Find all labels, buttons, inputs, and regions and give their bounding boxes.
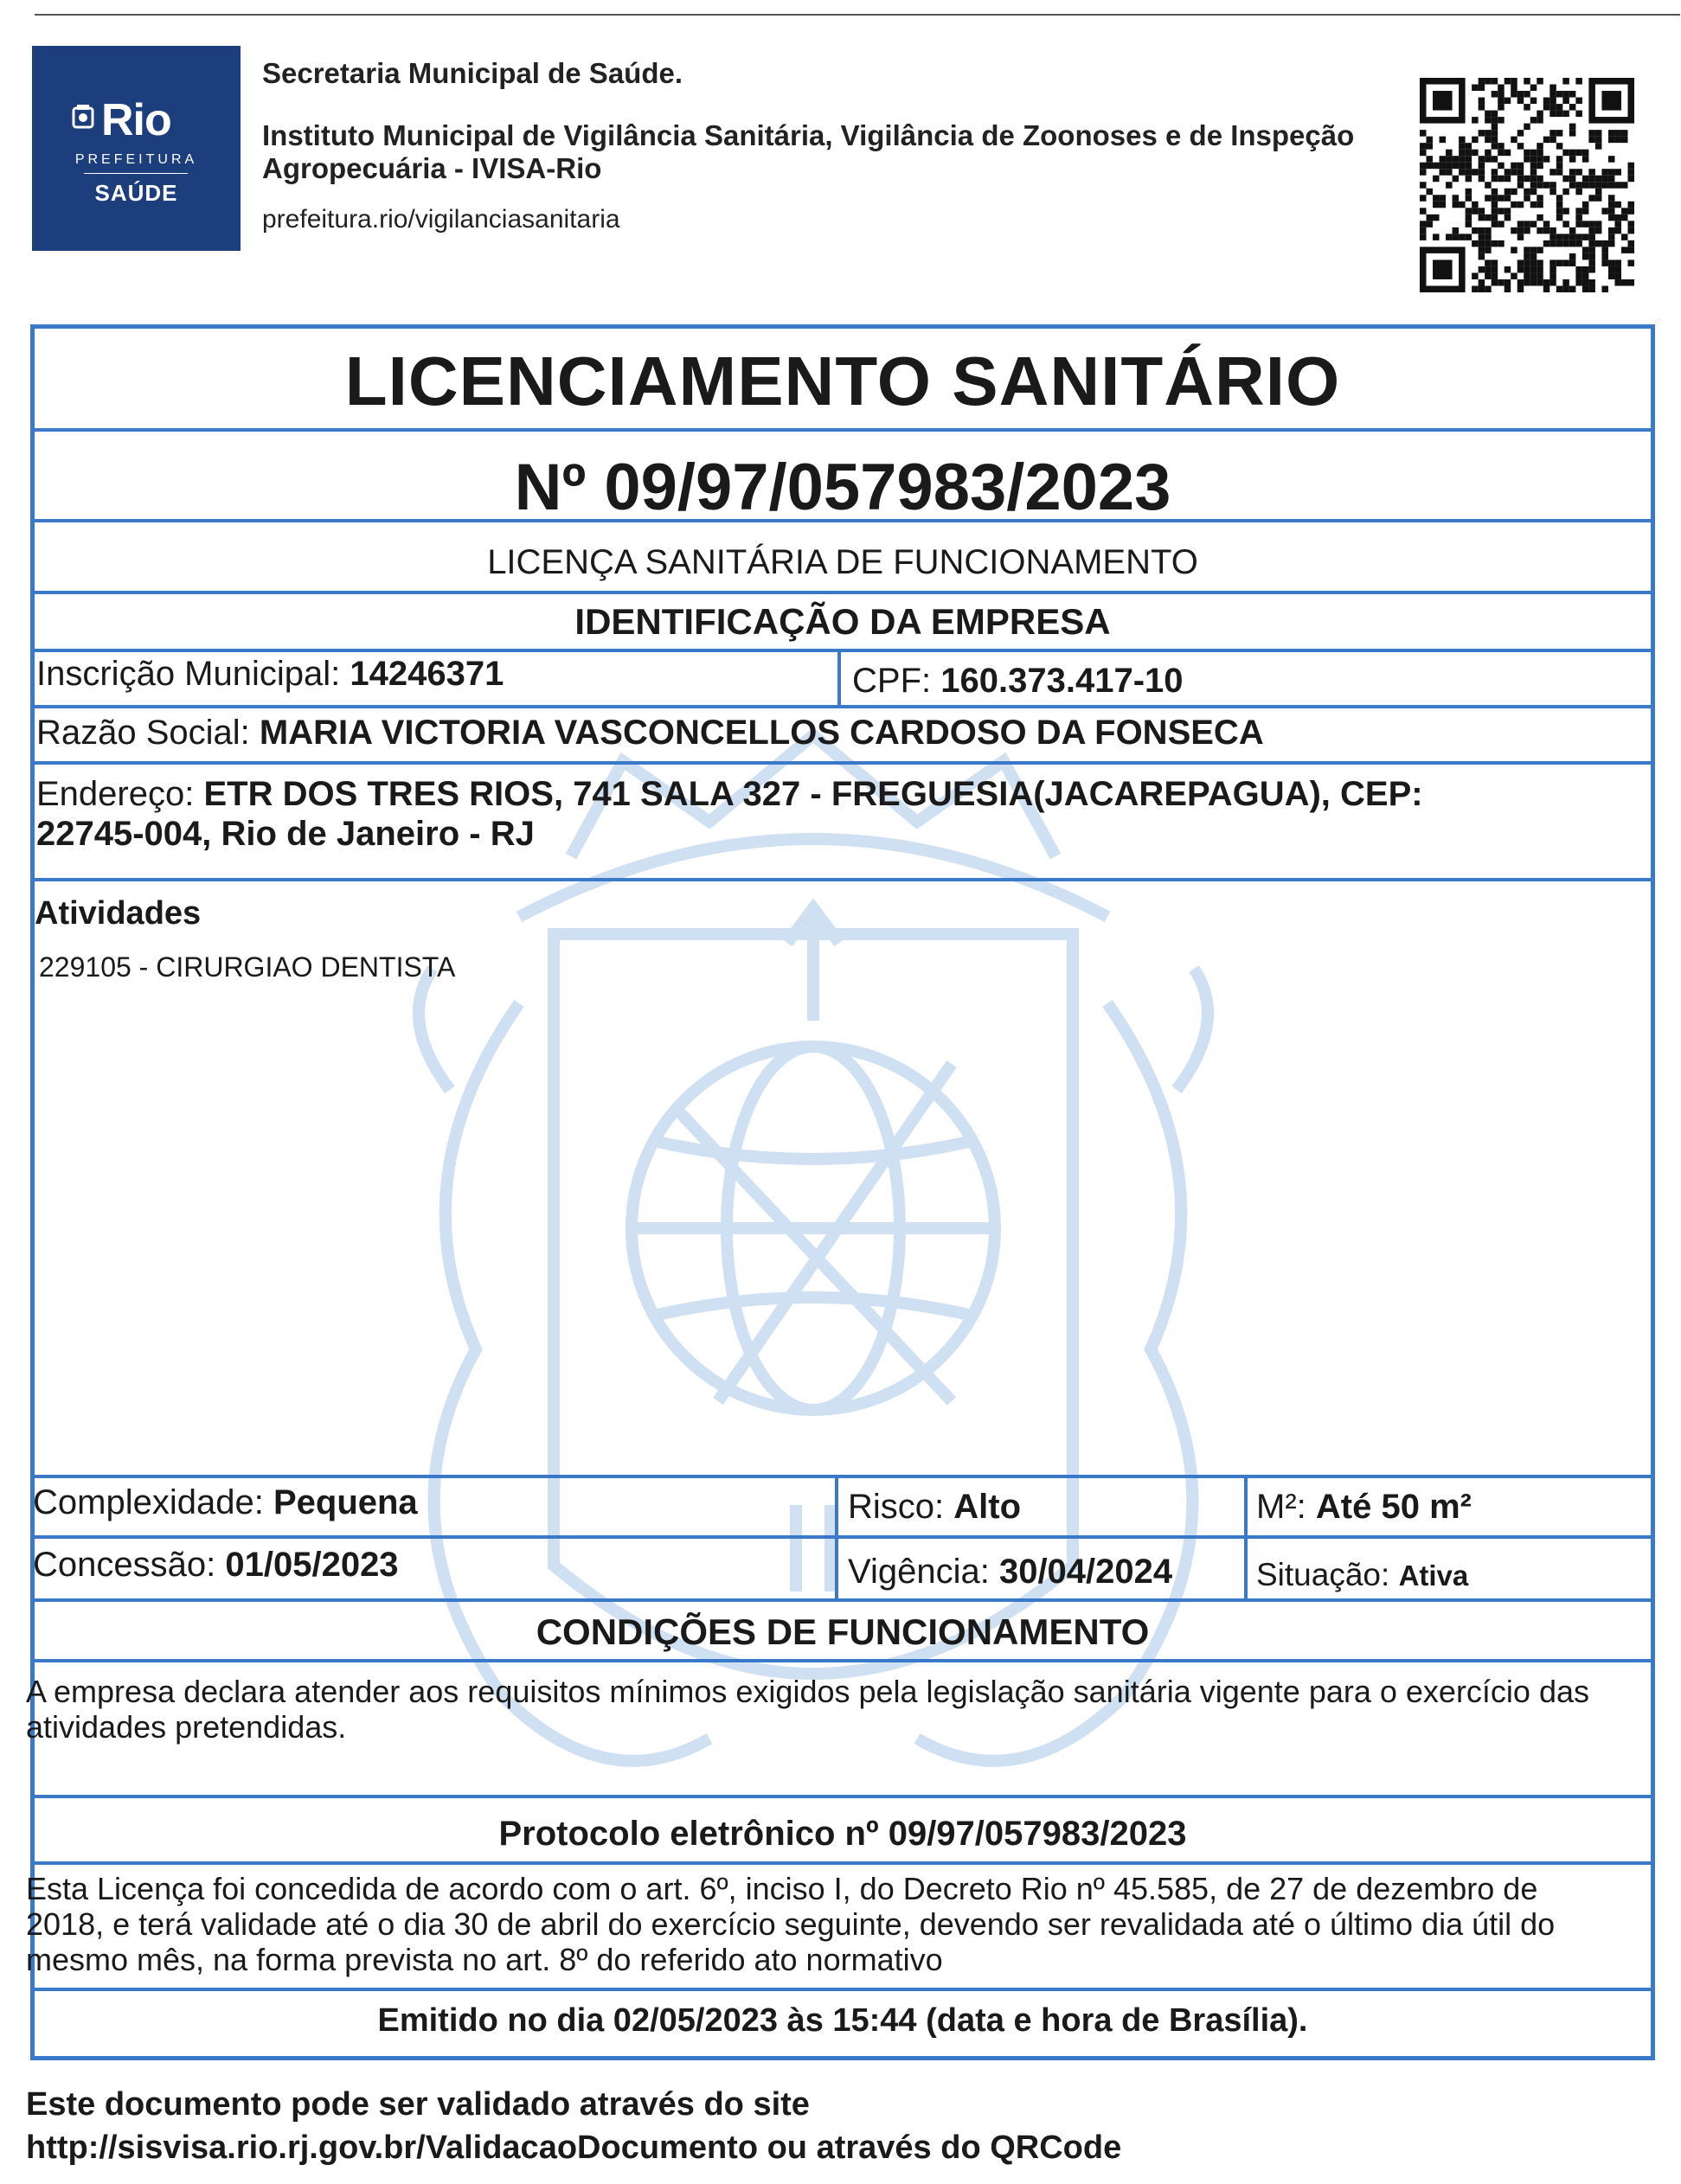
rule-after-conditions-heading: [30, 1659, 1655, 1662]
endereco-value-line1: ETR DOS TRES RIOS, 741 SALA 327 - FREGUESIA(JACAREPAGUA), CEP:: [203, 775, 1423, 813]
document-title: LICENCIAMENTO SANITÁRIO: [344, 343, 1341, 420]
divider-risco: [835, 1475, 838, 1598]
license-type: LICENÇA SANITÁRIA DE FUNCIONAMENTO: [487, 543, 1198, 581]
divider-cpf: [837, 649, 841, 705]
license-number: Nº 09/97/057983/2023: [514, 451, 1171, 524]
m2-field: [1256, 1488, 1472, 1527]
vigencia-value: 30/04/2024: [998, 1553, 1173, 1591]
rule-after-title: [30, 428, 1655, 432]
emission-datetime: Emitido no dia 02/05/2023 às 15:44 (data e hora de Brasília).: [377, 2002, 1308, 2039]
prefeitura-rio-saude-logo: [32, 46, 241, 251]
rule-before-details: [30, 1475, 1655, 1478]
validation-url[interactable]: http://sisvisa.rio.rj.gov.br/ValidacaoDocumento ou através do QRCode: [26, 2130, 1122, 2166]
activity-item: 229105 - CIRURGIAO DENTISTA: [39, 951, 456, 983]
razao-value: MARIA VICTORIA VASCONCELLOS CARDOSO DA FONSECA: [259, 714, 1264, 752]
complexidade-label: Complexidade:: [33, 1483, 264, 1521]
inscricao-label: Inscrição Municipal:: [36, 655, 341, 693]
secretaria-title: Secretaria Municipal de Saúde.: [262, 57, 683, 89]
risco-field: [848, 1488, 1021, 1527]
validation-note: Este documento pode ser validado através do site: [26, 2086, 810, 2123]
concessao-label: Concessão:: [33, 1546, 216, 1584]
conditions-text: A empresa declara atender aos requisitos mínimos exigidos pela legislação sanitária vigente para o exercício das atividades pretendidas.: [26, 1674, 1589, 1745]
risco-label: Risco:: [848, 1488, 945, 1526]
endereco-field: [36, 774, 1423, 854]
activities-heading: Atividades: [35, 895, 202, 932]
conditions-heading: CONDIÇÕES DE FUNCIONAMENTO: [536, 1611, 1150, 1652]
rule-after-protocol-text: [30, 1988, 1655, 1991]
concessao-field: [33, 1546, 399, 1585]
concessao-value: 01/05/2023: [225, 1546, 399, 1584]
rule-after-license-type: [30, 591, 1655, 594]
rule-after-protocol-heading: [30, 1861, 1655, 1865]
razao-field: [36, 714, 1264, 753]
situacao-value: Ativa: [1398, 1560, 1469, 1592]
inscricao-value: 14246371: [350, 655, 504, 693]
company-section-heading: IDENTIFICAÇÃO DA EMPRESA: [574, 601, 1111, 642]
logo-prefeitura-text: PREFEITURA: [74, 152, 198, 167]
divider-m2: [1244, 1475, 1248, 1598]
situacao-label: Situação:: [1256, 1557, 1390, 1592]
rule-after-inscricao: [30, 705, 1655, 708]
rule-after-conditions: [30, 1795, 1655, 1798]
protocol-heading: Protocolo eletrônico nº 09/97/057983/2023: [498, 1815, 1187, 1853]
cpf-label: CPF:: [852, 662, 932, 700]
rule-between-detail-rows: [30, 1535, 1655, 1539]
cpf-value: 160.373.417-10: [940, 662, 1184, 700]
top-rule: [35, 14, 1680, 16]
rule-after-company-heading: [30, 649, 1655, 652]
cpf-field: [852, 662, 1184, 701]
complexidade-value: Pequena: [273, 1483, 418, 1521]
risco-value: Alto: [953, 1488, 1022, 1526]
city-emblem-icon: [70, 103, 96, 129]
m2-value: Até 50 m²: [1315, 1488, 1472, 1526]
complexidade-field: [33, 1483, 418, 1522]
logo-rio-text: Rio: [101, 95, 171, 145]
protocol-text: Esta Licença foi concedida de acordo com o art. 6º, inciso I, do Decreto Rio nº 45.585, de 27 de dezembro de 2018, e terá validade até o dia 30 de abril do exercício seguinte, devendo ser revalidada até o último dia útil do mesmo mês, na forma prevista no art. 8º do referido ato normativo: [26, 1871, 1556, 1977]
endereco-value-line2: 22745-004, Rio de Janeiro - RJ: [36, 815, 535, 853]
rule-after-razao: [30, 761, 1655, 765]
situacao-field: [1256, 1557, 1468, 1593]
vigencia-field: [848, 1553, 1172, 1592]
vigencia-label: Vigência:: [848, 1553, 990, 1591]
logo-divider: [84, 173, 188, 174]
m2-label: M²:: [1256, 1488, 1306, 1526]
inscricao-field: [36, 655, 504, 694]
logo-saude-text: SAÚDE: [94, 180, 178, 206]
rule-after-endereco: [30, 878, 1655, 881]
site-link[interactable]: prefeitura.rio/vigilanciasanitaria: [262, 205, 620, 234]
razao-label: Razão Social:: [36, 714, 250, 752]
endereco-label: Endereço:: [36, 775, 195, 813]
instituto-title: Instituto Municipal de Vigilância Sanitária, Vigilância de Zoonoses e de Inspeção Agropecuária - IVISA-Rio: [262, 119, 1355, 184]
rule-after-details: [30, 1598, 1655, 1602]
qr-code-icon[interactable]: [1420, 78, 1634, 292]
